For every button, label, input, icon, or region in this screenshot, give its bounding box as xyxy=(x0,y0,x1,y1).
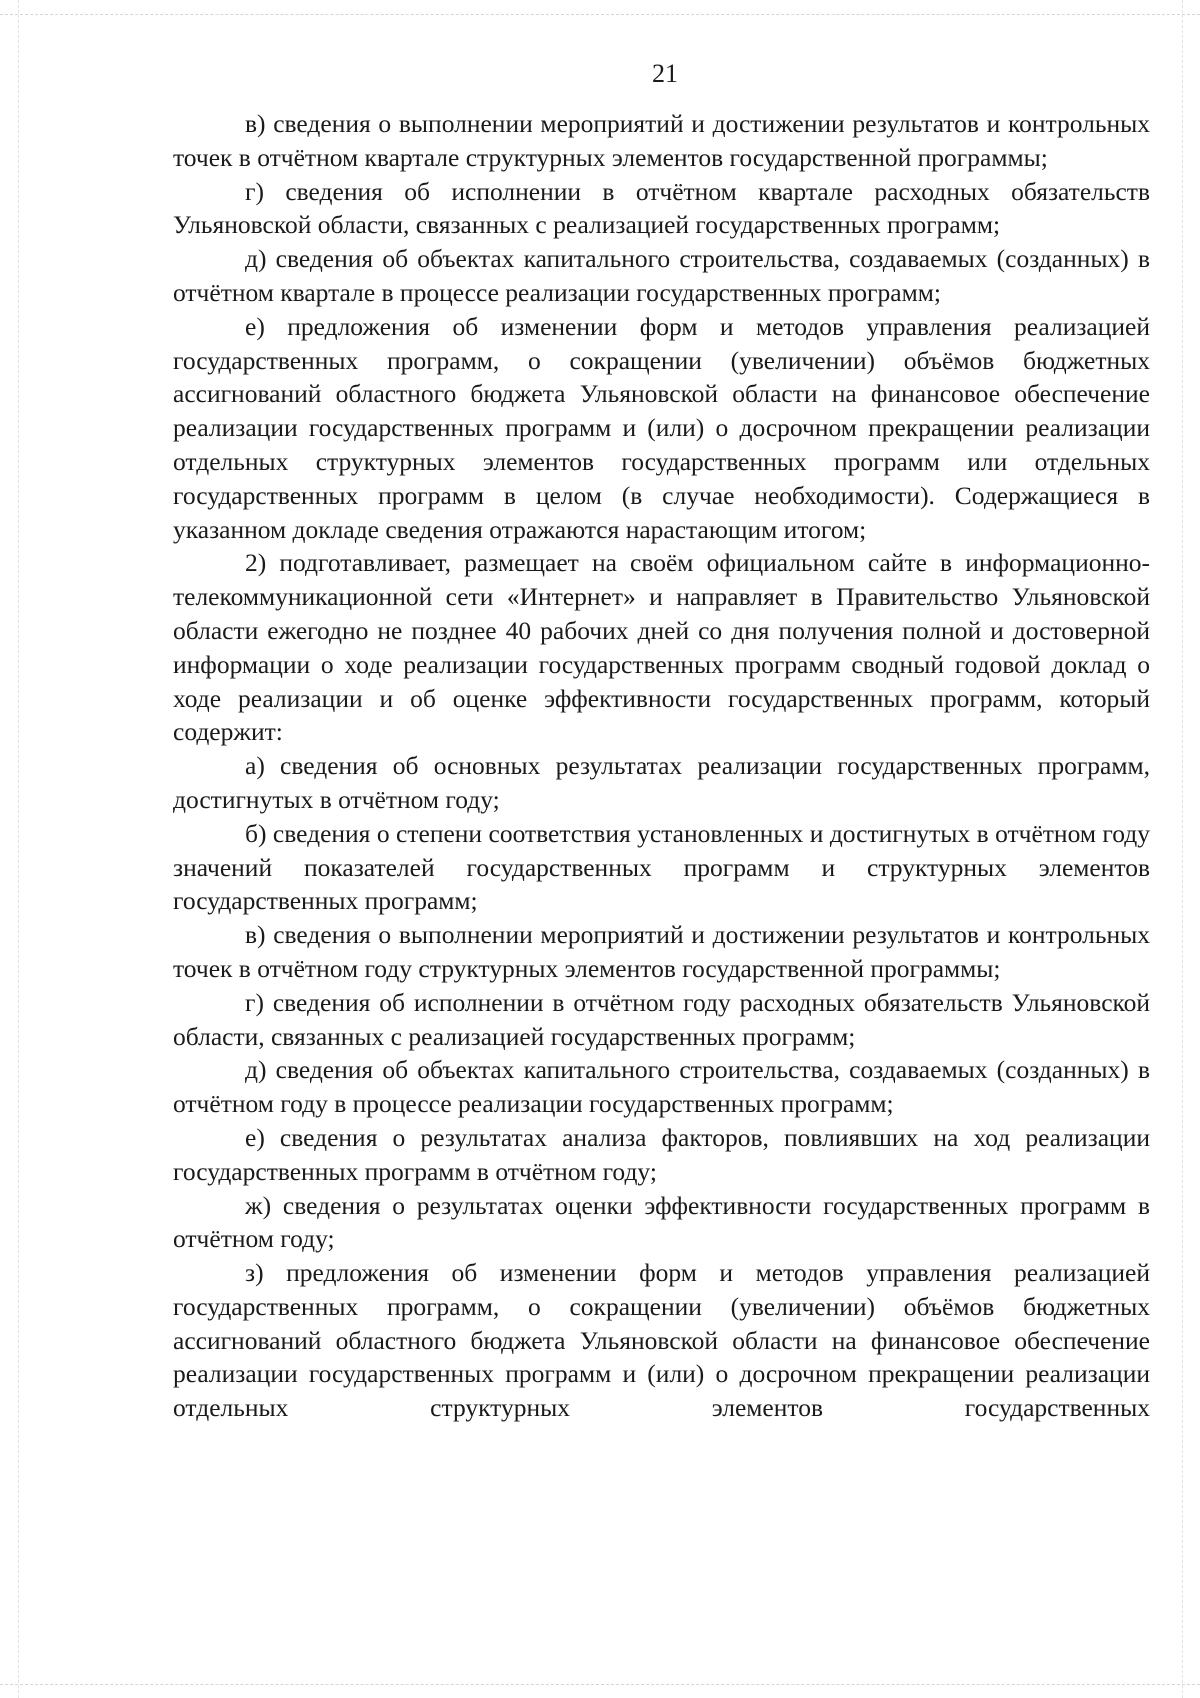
paragraph-d-year: д) сведения об объектах капитального строительства, создаваемых (созданных) в отчётном году в процессе реализации государственных программ; xyxy=(173,1055,1150,1119)
paragraph-b-year: б) сведения о степени соответствия установленных и достигнутых в отчётном году значений показателей государственных программ и структурных элементов государственных программ; xyxy=(173,818,1150,916)
paragraph-a-year: а) сведения об основных результатах реализации государственных программ, достигнутых в отчётном году; xyxy=(173,751,1150,814)
paragraph-v-quarter: в) сведения о выполнении мероприятий и достижении результатов и контрольных точек в отчётном квартале структурных элементов государственной программы; xyxy=(173,109,1150,172)
scan-edge-right xyxy=(1182,0,1183,1698)
paragraph-g-quarter: г) сведения об исполнении в отчётном квартале расходных обязательств Ульяновской области, связанных с реализацией государственных программ; xyxy=(173,176,1150,240)
body-text xyxy=(173,107,1150,1425)
paragraph-e-year: е) сведения о результатах анализа факторов, повлиявших на ход реализации государственных программ в отчётном году; xyxy=(173,1122,1150,1186)
scan-edge-top xyxy=(0,14,1200,15)
paragraph-d-quarter: д) сведения об объектах капитального строительства, создаваемых (созданных) в отчётном квартале в процессе реализации государственных программ; xyxy=(173,244,1150,307)
paragraph-z-year: з) предложения об изменении форм и методов управления реализацией государственных программ, о сокращении (увеличении) объёмов бюджетных ассигнований областного бюджета Ульяновской области на финансовое обеспечение реализации государственных программ и (или) о досрочном прекращении реализации отдельных структурных элементов государственных xyxy=(173,1258,1150,1423)
paragraph-g-year: г) сведения об исполнении в отчётном году расходных обязательств Ульяновской области, связанных с реализацией государственных программ; xyxy=(173,987,1150,1051)
paragraph-e-quarter: е) предложения об изменении форм и методов управления реализацией государственных программ, о сокращении (увеличении) объёмов бюджетных ассигнований областного бюджета Ульяновской области на финансовое обеспечение реализации государственных программ и (или) о досрочном прекращении реализации отдельных структурных элементов государственных программ или отдельных государственных программ в целом (в случае необходимости). Содержащиеся в указанном докладе сведения отражаются нарастающим итогом; xyxy=(173,311,1150,544)
paragraph-item-2: 2) подготавливает, размещает на своём официальном сайте в информационно-телекоммуникационной сети «Интернет» и направляет в Правительство Ульяновской области ежегодно не позднее 40 рабочих дней со дня получения полной и достоверной информации о ходе реализации государственных программ сводный годовой доклад о ходе реализации и об оценке эффективности государственных программ, который содержит: xyxy=(173,548,1150,747)
scan-edge-bottom xyxy=(0,1684,1200,1685)
paragraph-v-year: в) сведения о выполнении мероприятий и достижении результатов и контрольных точек в отчётном году структурных элементов государственной программы; xyxy=(173,920,1150,983)
page-number: 21 xyxy=(652,59,678,88)
paragraph-zh-year: ж) сведения о результатах оценки эффективности государственных программ в отчётном году; xyxy=(173,1190,1150,1254)
scan-edge-left xyxy=(18,0,19,1698)
